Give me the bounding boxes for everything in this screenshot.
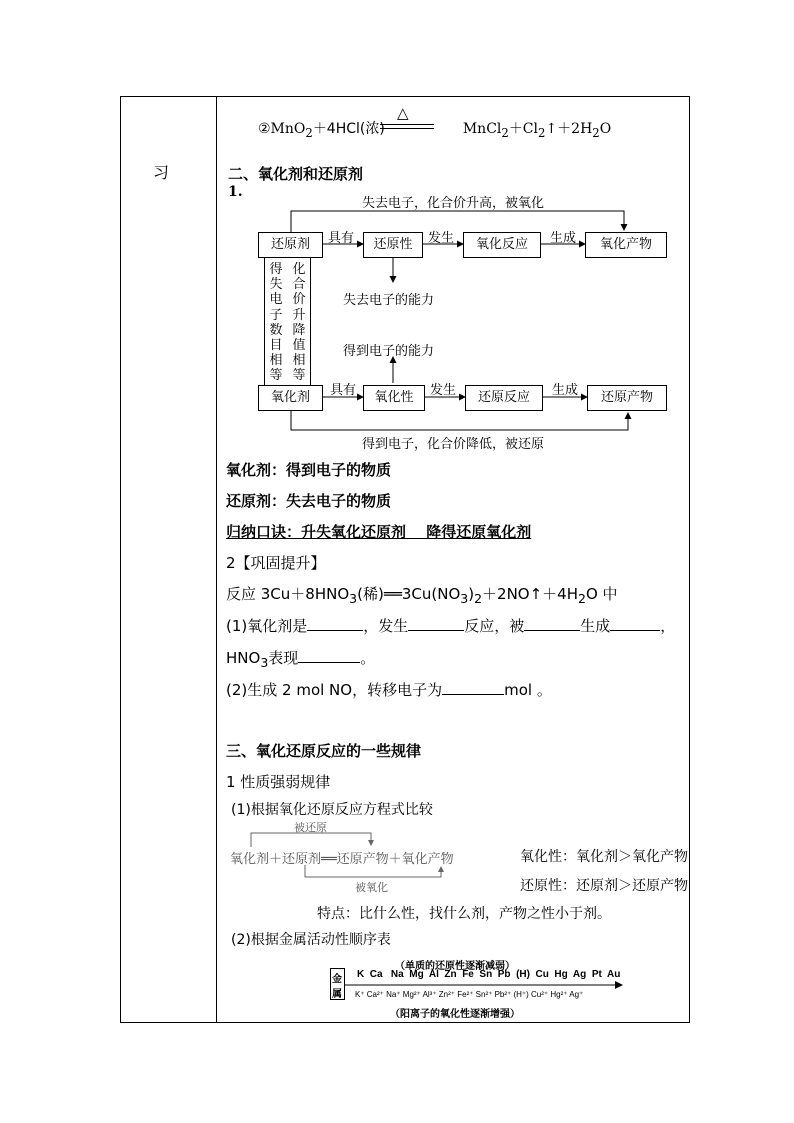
arrow-label-undergo-1: 发生 <box>428 231 455 246</box>
vertical-electrons-equal: 得失电子数目相等 <box>269 262 283 384</box>
box-oxidation-reaction: 氧化反应 <box>463 232 541 258</box>
eq-label-oxidized: 被氧化 <box>355 881 388 894</box>
compare-reducing: 还原性：还原剂＞还原产物 <box>520 878 688 894</box>
metal-top-caption: （单质的还原性逐渐减弱） <box>395 961 515 972</box>
eq-main: 氧化剂＋还原剂══还原产物＋氧化产物 <box>230 852 454 867</box>
box-oxidizability: 氧化性 <box>363 385 425 411</box>
heating-condition: △ <box>397 104 409 122</box>
ability-gain-electrons: 得到电子的能力 <box>343 344 435 359</box>
metal-label-top: 金 <box>332 974 342 985</box>
bottom-bracket-label: 得到电子，化合价降低，被还原 <box>362 437 545 452</box>
eq-label-reduced: 被还原 <box>294 821 327 834</box>
arrow-label-produce-2: 生成 <box>552 383 579 398</box>
question-1-cont: $HNO_3$表现 。 <box>226 649 376 670</box>
reaction-mno2: ②MnO$_2$＋4HCl(浓) $MnCl_2+Cl_2↑+2H_2O$ <box>258 121 612 140</box>
side-label: 习 <box>153 163 170 182</box>
box-reductant: 还原剂 <box>258 232 323 258</box>
ability-lose-electrons: 失去电子的能力 <box>343 293 435 308</box>
rule1-2: (2)根据金属活动性顺序表 <box>231 932 391 948</box>
def-oxidant: 氧化剂：得到电子的物质 <box>226 461 392 479</box>
metal-ions: K⁺ Ca²⁺ Na⁺ Mg²⁺ Al³⁺ Zn²⁺ Fe²⁺ Sn²⁺ Pb²⁺ (H⁺) Cu²⁺ Hg²⁺ Ag⁺ <box>355 990 584 999</box>
arrow-label-has-2: 具有 <box>330 383 357 398</box>
box-oxidant: 氧化剂 <box>258 385 323 411</box>
compare-clip <box>520 840 690 900</box>
compare-oxidizing: 氧化性：氧化剂＞氧化产物 <box>520 849 688 865</box>
box-reducibility: 还原性 <box>363 232 423 258</box>
top-bracket-label: 失去电子，化合价升高，被氧化 <box>362 196 545 211</box>
consolidate-heading: 2【巩固提升】 <box>226 554 326 572</box>
section3-heading: 三、氧化还原反应的一些规律 <box>226 742 422 760</box>
mnemonic: 归纳口诀：升失氧化还原剂 降得还原氧化剂 <box>226 523 532 541</box>
question-1: (1)氧化剂是 ，发生 反应，被 生成 ， <box>226 617 676 635</box>
consolidate-reaction: 反应 $3Cu+8HNO_3$(稀)$══3Cu(NO_3)_2+2NO↑+4H_2O$ 中 <box>226 585 618 606</box>
def-reductant: 还原剂：失去电子的物质 <box>226 492 392 510</box>
section2-heading: 二、氧化剂和还原剂 <box>228 165 364 183</box>
box-oxidation-product: 氧化产物 <box>585 232 667 258</box>
arrow-label-has-1: 具有 <box>328 231 355 246</box>
question-2: (2)生成 2 mol NO，转移电子为 mol 。 <box>226 681 552 699</box>
feature-note: 特点：比什么性，找什么剂，产物之性小于剂。 <box>317 906 611 922</box>
section2-number: 1. <box>228 184 243 200</box>
rule1-1: (1)根据氧化还原反应方程式比较 <box>231 802 433 818</box>
metal-label-bottom: 属 <box>332 989 342 1000</box>
box-reduction-product: 还原产物 <box>587 385 667 411</box>
rule1-heading: 1 性质强弱规律 <box>226 773 331 791</box>
metal-symbols: K Ca Na Mg Al Zn Fe Sn Pb (H) Cu Hg Ag Pt Au <box>357 969 621 980</box>
arrow-label-produce-1: 生成 <box>550 231 577 246</box>
vertical-valence-equal: 化合价升降值相等 <box>292 262 306 384</box>
arrow-label-undergo-2: 发生 <box>430 383 457 398</box>
metal-bottom-caption: （阳离子的氧化性逐渐增强） <box>390 1009 520 1020</box>
box-reduction-reaction: 还原反应 <box>465 385 543 411</box>
